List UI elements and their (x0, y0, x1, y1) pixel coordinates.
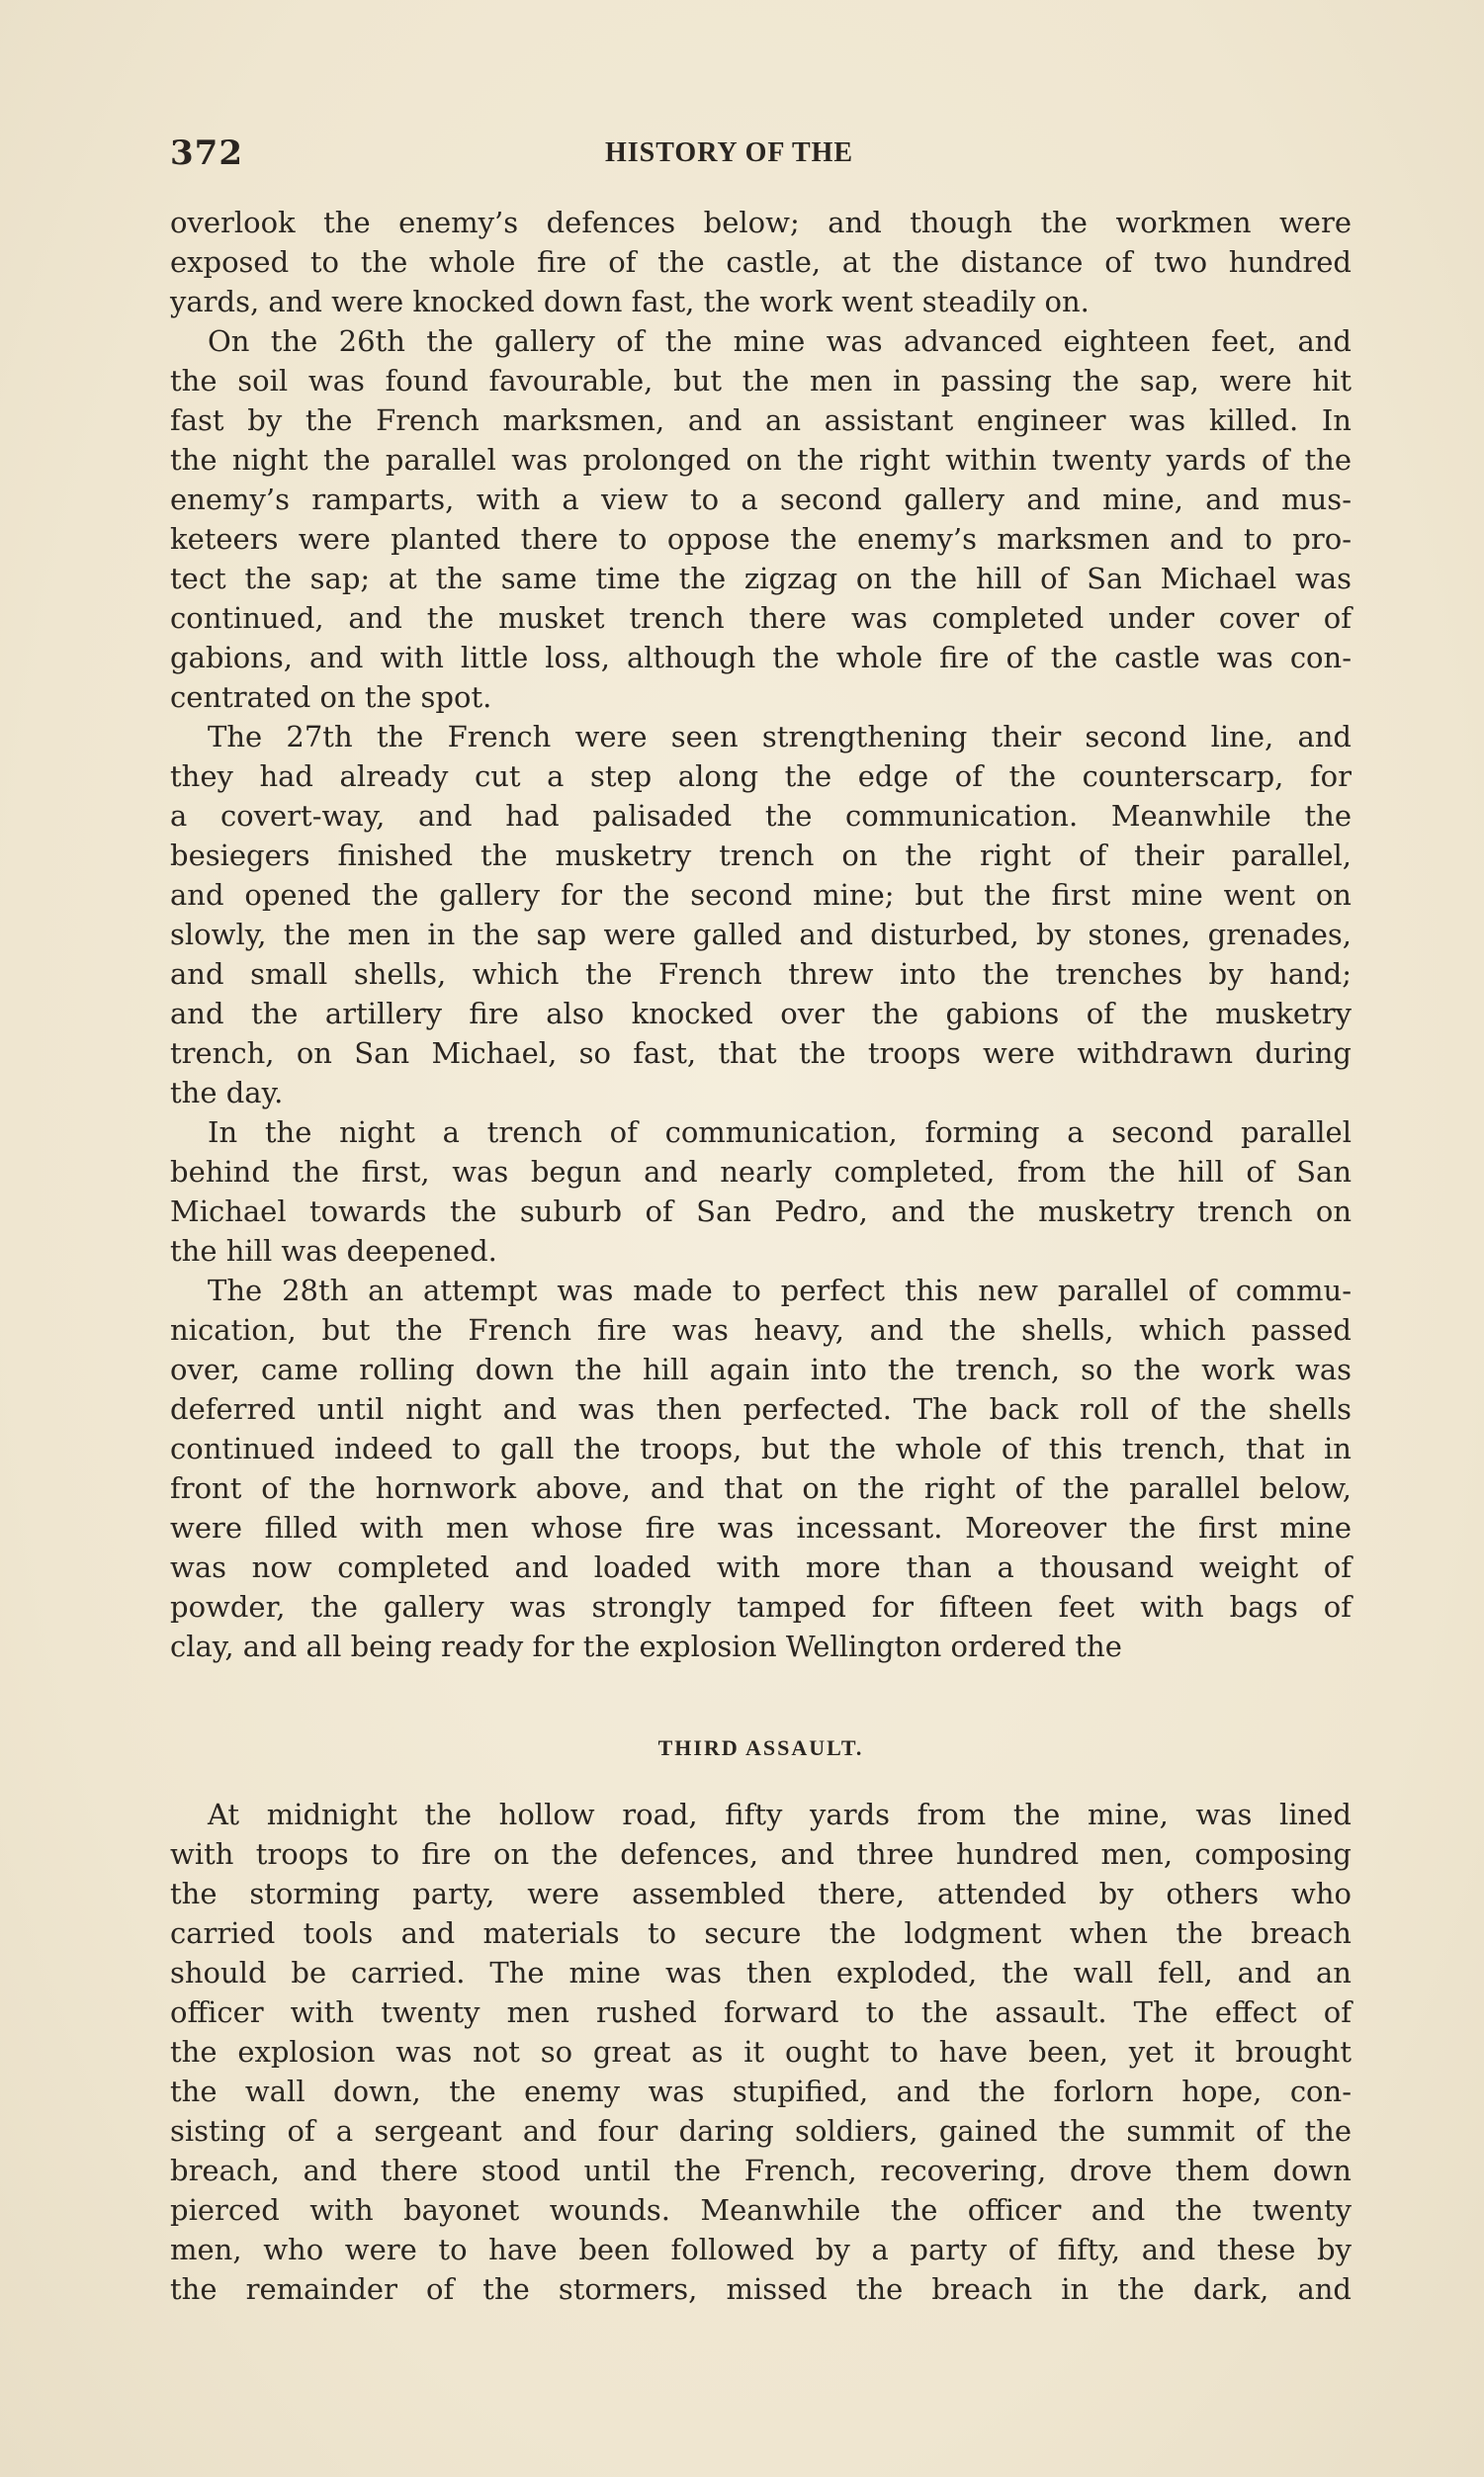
text-line: the storming party, were assembled there, attended by others who (170, 1877, 1352, 1910)
text-line: the remainder of the stormers, missed the breach in the dark, and (170, 2272, 1352, 2306)
page-number: 372 (170, 133, 243, 173)
text-line: powder, the gallery was strongly tamped for fifteen feet with bags of (170, 1590, 1352, 1624)
text-line: The 28th an attempt was made to perfect this new parallel of commu- (208, 1274, 1352, 1307)
text-line: the wall down, the enemy was stupified, and the forlorn hope, con- (170, 2075, 1352, 2108)
text-line: were filled with men whose fire was incessant. Moreover the first mine (170, 1511, 1352, 1545)
text-line: clay, and all being ready for the explosion Wellington ordered the (170, 1630, 1122, 1663)
text-line: the soil was found favourable, but the men in passing the sap, were hit (170, 364, 1352, 398)
text-line: Michael towards the suburb of San Pedro, and the musketry trench on (170, 1194, 1352, 1228)
text-line: overlook the enemy’s defences below; and though the workmen were (170, 206, 1352, 239)
text-line: continued, and the musket trench there was completed under cover of (170, 601, 1352, 635)
text-line: carried tools and materials to secure the lodgment when the breach (170, 1916, 1352, 1950)
text-line: gabions, and with little loss, although the whole fire of the castle was con- (170, 641, 1352, 674)
text-line: they had already cut a step along the edge of the counterscarp, for (170, 759, 1352, 793)
text-line: sisting of a sergeant and four daring soldiers, gained the summit of the (170, 2114, 1352, 2148)
section-heading: THIRD ASSAULT. (657, 1735, 864, 1760)
text-line: slowly, the men in the sap were galled and disturbed, by stones, grenades, (170, 918, 1352, 951)
text-line: with troops to fire on the defences, and three hundred men, composing (170, 1837, 1352, 1871)
text-line: On the 26th the gallery of the mine was advanced eighteen feet, and (208, 324, 1352, 358)
text-line: besiegers finished the musketry trench on the right of their parallel, (170, 839, 1352, 872)
text-line: the hill was deepened. (170, 1234, 497, 1268)
text-line: In the night a trench of communication, forming a second parallel (208, 1115, 1352, 1149)
text-line: officer with twenty men rushed forward to the assault. The effect of (170, 1995, 1352, 2029)
text-line: keteers were planted there to oppose the enemy’s marksmen and to pro- (170, 522, 1352, 556)
text-line: the explosion was not so great as it ought to have been, yet it brought (170, 2035, 1352, 2069)
text-line: fast by the French marksmen, and an assistant engineer was killed. In (170, 403, 1352, 437)
text-line: behind the first, was begun and nearly completed, from the hill of San (170, 1155, 1352, 1189)
text-line: over, came rolling down the hill again into the trench, so the work was (170, 1353, 1352, 1386)
text-line: exposed to the whole fire of the castle, at the distance of two hundred (170, 245, 1352, 279)
text-line: tect the sap; at the same time the zigzag on the hill of San Michael was (170, 562, 1352, 595)
running-head: HISTORY OF THE (605, 137, 854, 168)
text-line: yards, and were knocked down fast, the work went steadily on. (170, 285, 1090, 318)
text-line: deferred until night and was then perfected. The back roll of the shells (170, 1392, 1352, 1426)
text-line: the night the parallel was prolonged on the right within twenty yards of the (170, 443, 1352, 477)
section-text (170, 1795, 1352, 2309)
text-line: was now completed and loaded with more than a thousand weight of (170, 1550, 1352, 1584)
text-line: trench, on San Michael, so fast, that the troops were withdrawn during (170, 1036, 1352, 1070)
body-text (170, 203, 1352, 1666)
text-line: centrated on the spot. (170, 680, 492, 714)
text-line: the day. (170, 1076, 284, 1109)
text-line: and the artillery fire also knocked over the gabions of the musketry (170, 997, 1352, 1030)
text-line: should be carried. The mine was then exploded, the wall fell, and an (170, 1956, 1352, 1990)
text-line: continued indeed to gall the troops, but the whole of this trench, that in (170, 1432, 1352, 1465)
text-line: front of the hornwork above, and that on the right of the parallel below, (170, 1471, 1352, 1505)
text-line: and small shells, which the French threw into the trenches by hand; (170, 957, 1352, 991)
text-line: men, who were to have been followed by a party of fifty, and these by (170, 2233, 1352, 2266)
text-line: breach, and there stood until the French, recovering, drove them down (170, 2154, 1352, 2187)
text-line: a covert-way, and had palisaded the communication. Meanwhile the (170, 799, 1352, 833)
text-line: At midnight the hollow road, fifty yards from the mine, was lined (208, 1798, 1352, 1831)
text-line: enemy’s ramparts, with a view to a second gallery and mine, and mus- (170, 483, 1352, 516)
page-header (170, 133, 1352, 183)
text-line: pierced with bayonet wounds. Meanwhile the officer and the twenty (170, 2193, 1352, 2227)
text-line: and opened the gallery for the second mine; but the first mine went on (170, 878, 1352, 912)
text-line: The 27th the French were seen strengthening their second line, and (208, 720, 1352, 753)
text-line: nication, but the French fire was heavy, and the shells, which passed (170, 1313, 1352, 1347)
